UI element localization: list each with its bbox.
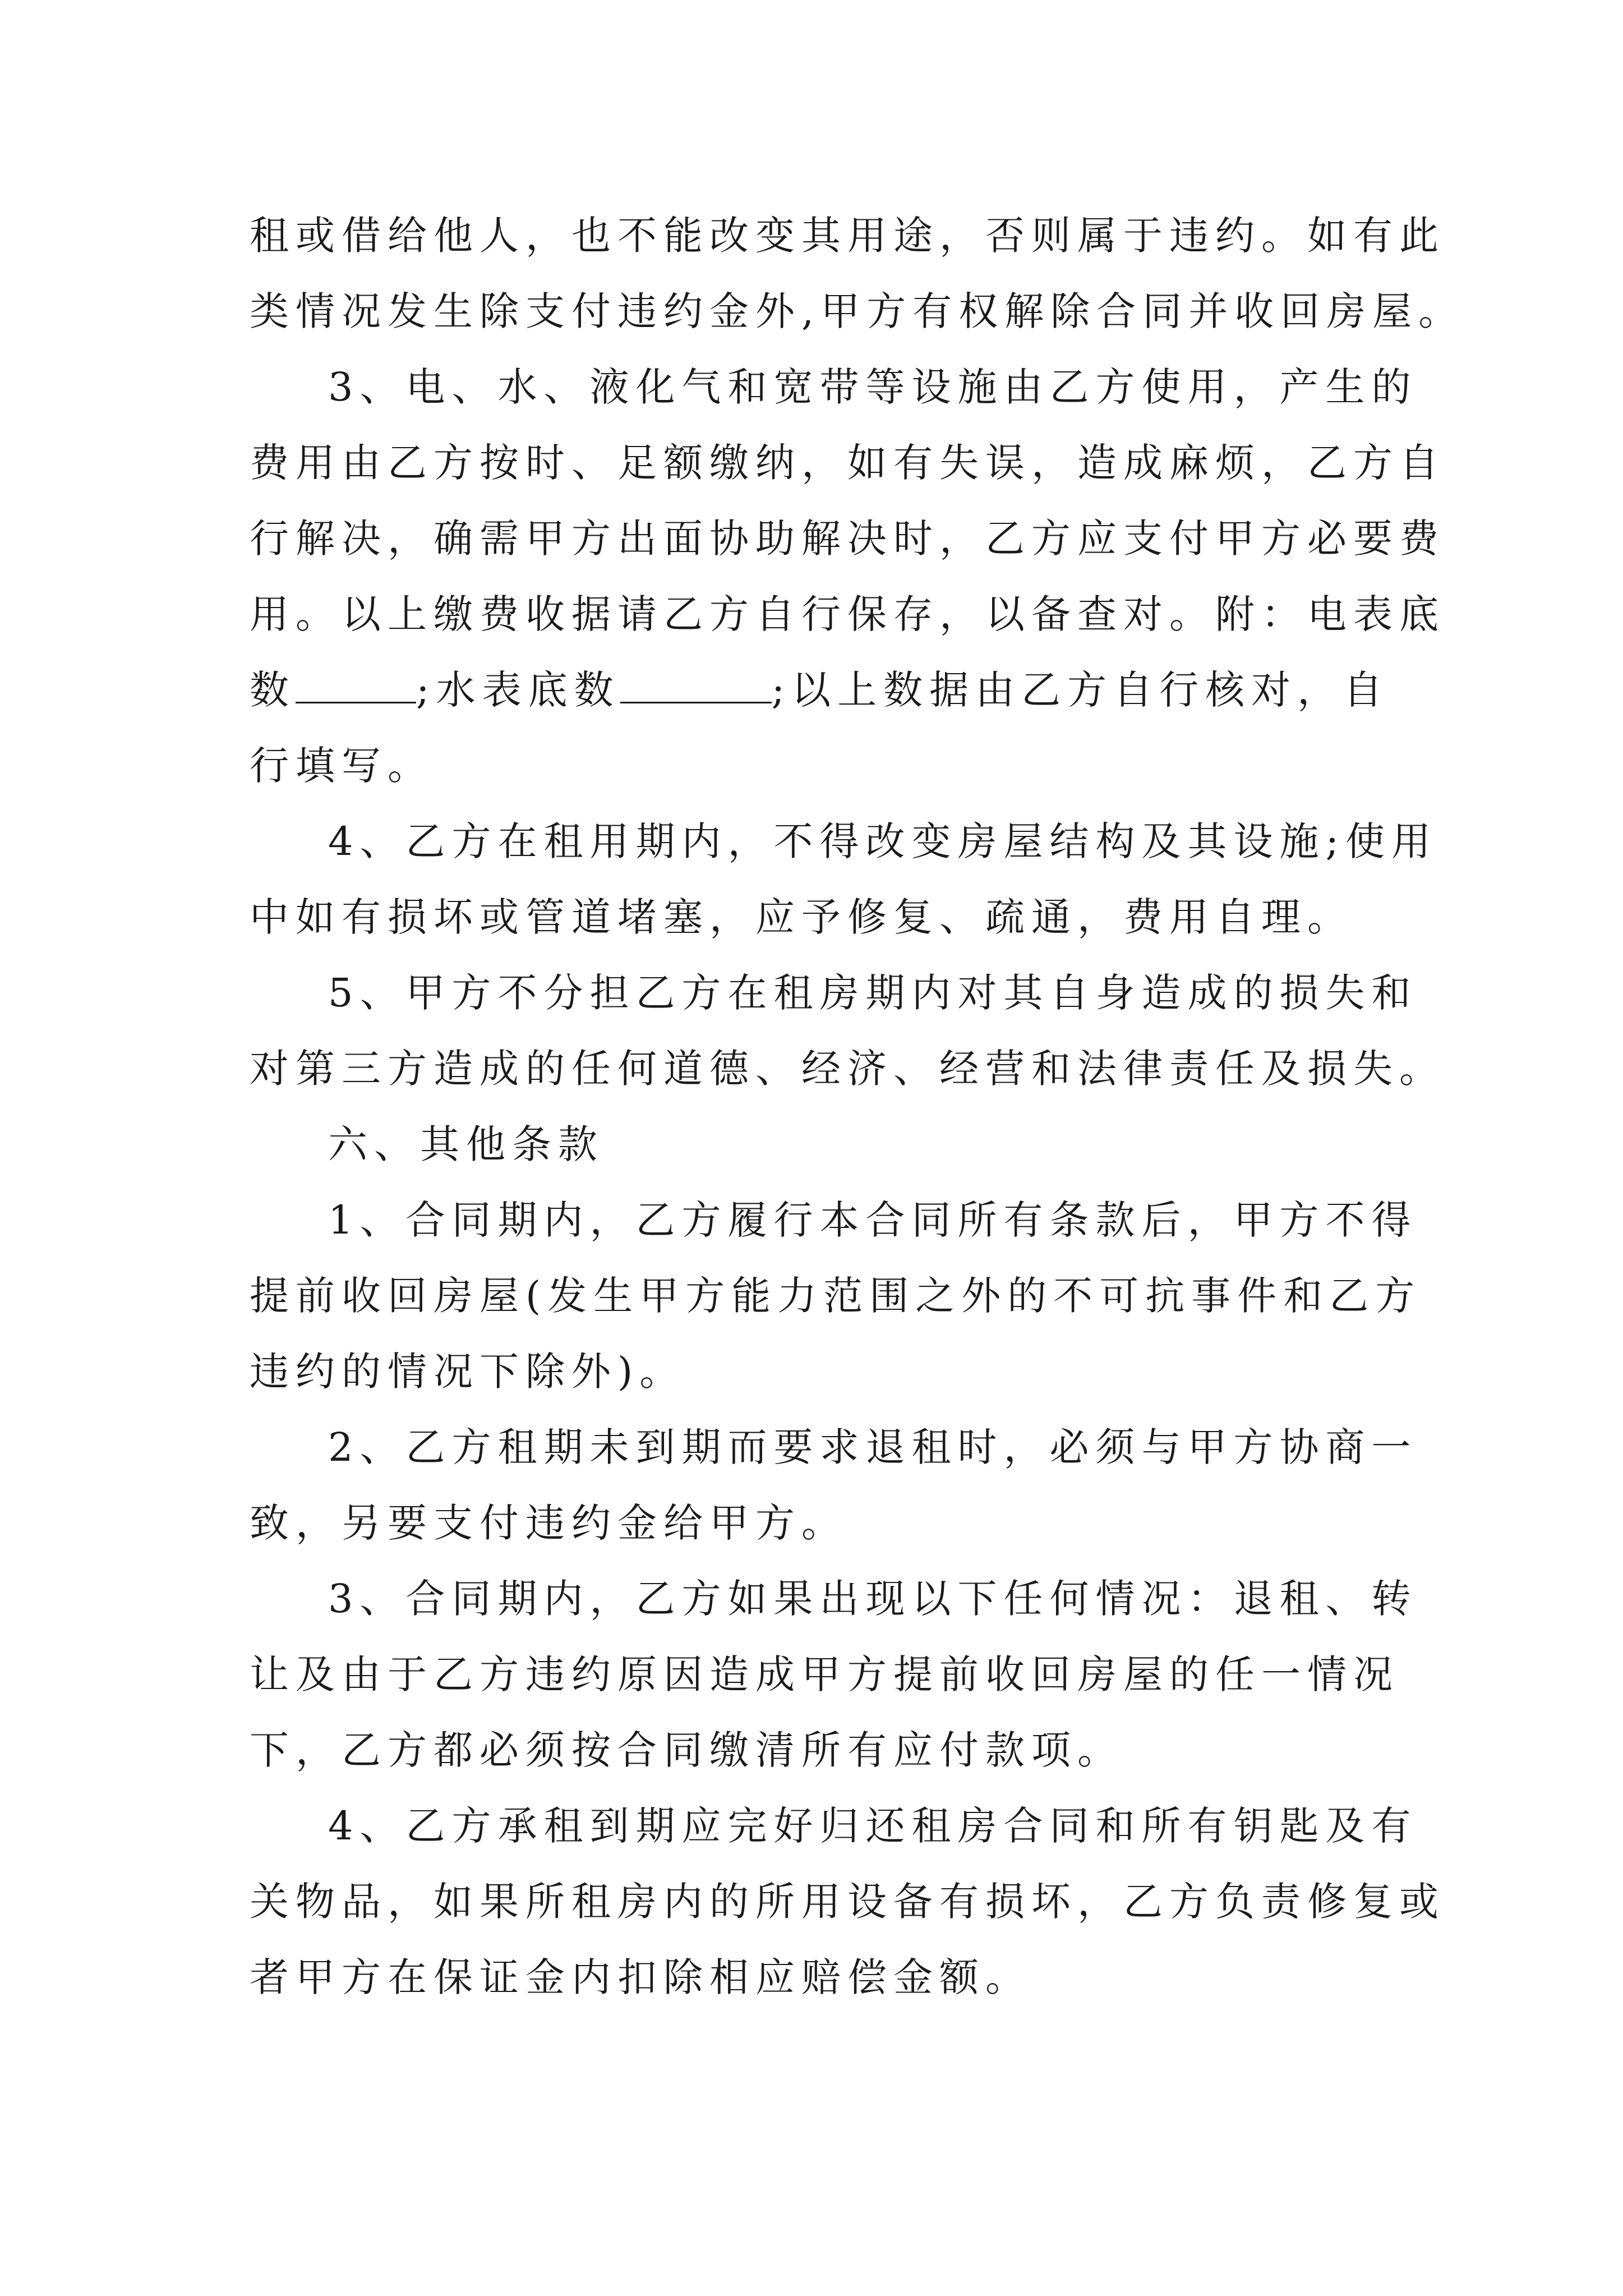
text-line: 1、合同期内，乙方履行本合同所有条款后，甲方不得 [328, 1197, 1418, 1243]
text-line: 用。以上缴费收据请乙方自行保存，以备查对。附：电表底 [250, 591, 1445, 637]
text-line: 5、甲方不分担乙方在租房期内对其自身造成的损失和 [328, 970, 1418, 1016]
text-line: 违约的情况下除外)。 [250, 1349, 686, 1395]
text-line: 4、乙方在租用期内，不得改变房屋结构及其设施;使用 [328, 818, 1438, 864]
text-line: 类情况发生除支付违约金外,甲方有权解除合同并收回房屋。 [250, 288, 1465, 334]
meter-reading-blank [296, 667, 416, 703]
text-line: 下，乙方都必须按合同缴清所有应付款项。 [250, 1727, 1123, 1773]
text-line: 费用由乙方按时、足额缴纳，如有失误，造成麻烦，乙方自 [250, 440, 1445, 486]
text-line: 行填写。 [250, 743, 434, 789]
section-heading: 六、其他条款 [328, 1121, 604, 1167]
water-reading-blank [620, 667, 772, 703]
text-line: 关物品，如果所租房内的所用设备有损坏，乙方负责修复或 [250, 1879, 1445, 1925]
text-line: 3、电、水、液化气和宽带等设施由乙方使用，产生的 [328, 364, 1418, 410]
text-line: 行解决，确需甲方出面协助解决时，乙方应支付甲方必要费 [250, 516, 1445, 562]
text-line: 者甲方在保证金内扣除相应赔偿金额。 [250, 1954, 1031, 2000]
text-line: 提前收回房屋(发生甲方能力范围之外的不可抗事件和乙方 [250, 1273, 1422, 1319]
text-fragment: 数 [250, 667, 296, 713]
text-line: 租或借给他人，也不能改变其用途，否则属于违约。如有此 [250, 213, 1445, 259]
text-line: 致，另要支付违约金给甲方。 [250, 1500, 847, 1546]
text-line: 中如有损坏或管道堵塞，应予修复、疏通，费用自理。 [250, 894, 1353, 940]
text-fragment: ;以上数据由乙方自行核对，自 [771, 667, 1390, 713]
text-line: 让及由于乙方违约原因造成甲方提前收回房屋的任一情况 [250, 1651, 1399, 1697]
text-line: 4、乙方承租到期应完好归还租房合同和所有钥匙及有 [328, 1803, 1418, 1849]
text-line-with-blanks [250, 662, 1389, 718]
text-fragment: ;水表底数 [416, 667, 620, 713]
text-line: 2、乙方租期未到期而要求退租时，必须与甲方协商一 [328, 1424, 1418, 1470]
text-line: 对第三方造成的任何道德、经济、经营和法律责任及损失。 [250, 1046, 1445, 1092]
text-line: 3、合同期内，乙方如果出现以下任何情况：退租、转 [328, 1576, 1418, 1622]
